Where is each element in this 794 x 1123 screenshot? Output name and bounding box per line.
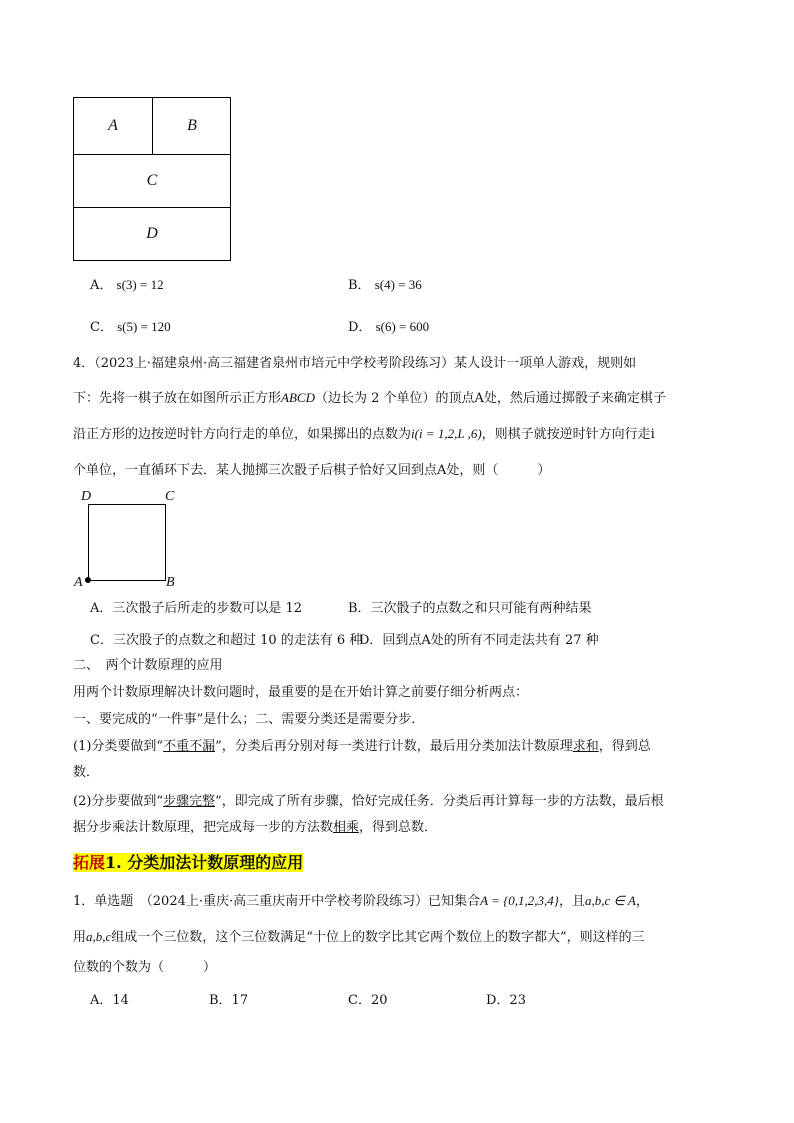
- region-d-label: D: [146, 225, 158, 242]
- q3-option-a-label: A．: [90, 278, 113, 293]
- p1-text-a: (1)分类要做到“: [73, 739, 164, 754]
- q3-option-c-label: C．: [90, 320, 113, 335]
- p1-text-e: ，得到总: [598, 739, 651, 754]
- q3-option-b-math: s(4) = 36: [374, 277, 422, 292]
- digits-math: a,b,c: [86, 929, 112, 944]
- p2-text-a: (2)分步要做到“: [73, 794, 164, 809]
- q4-line-4: 个单位，一直循环下去．某人抛掷三次骰子后棋子恰好又回到点A处，则（ ）: [73, 463, 551, 478]
- p1-underlined-sum: 求和: [572, 739, 599, 754]
- q3-option-b: [348, 275, 422, 296]
- point-a-dot: [85, 577, 91, 583]
- principle-1-line-2: 数．: [73, 765, 100, 780]
- ex1-line-3: 位数的个数为（ ）: [73, 960, 217, 975]
- ex1-line-2-use: 用: [73, 930, 87, 945]
- set-a-math: A = {0,1,2,3,4}: [480, 893, 560, 908]
- principle-2-line-1: [73, 792, 664, 812]
- p2-text-d: 据分步乘法计数原理，把完成每一步的方法数: [73, 820, 334, 835]
- q4-option-c: C．三次股子的点数之和超过 10 的走法有 6 种: [90, 633, 363, 648]
- vertex-b-label: B: [166, 575, 175, 590]
- q3-option-b-label: B．: [348, 278, 371, 293]
- ex1-option-c: C．20: [348, 993, 388, 1008]
- square-abcd-math: ABCD: [281, 390, 315, 405]
- ex1-line-1-comma: ，: [635, 894, 649, 909]
- expand-heading: [73, 851, 303, 875]
- ex1-option-d: D．23: [486, 993, 526, 1008]
- p1-text-c: ”，分类后再分别对每一类进行计数，最后用分类加法计数原理: [215, 739, 573, 754]
- ex1-line-2: [73, 927, 645, 948]
- q4-line-2-rest: （边长为 2 个单位）的顶点A处，然后通过掷骰子来确定棋子: [314, 391, 666, 406]
- q4-line-3: [73, 424, 655, 445]
- q4-option-a: A．三次骰子后所走的步数可以是 12: [90, 601, 303, 616]
- vertex-d-label: D: [81, 489, 92, 504]
- ex1-line-1: [73, 891, 649, 912]
- q4-line-2: [73, 388, 666, 409]
- vertex-c-label: C: [165, 489, 175, 504]
- q4-option-d: D．回到点A处的所有不同走法共有 27 种: [359, 633, 599, 648]
- ex1-option-a: A．14: [90, 993, 129, 1008]
- p2-underlined-multiply: 相乘: [333, 820, 360, 835]
- region-a-label: A: [108, 117, 118, 134]
- q3-option-d: [348, 317, 429, 338]
- q3-option-c-math: s(5) = 120: [117, 319, 171, 334]
- expand-label: 拓展: [73, 853, 106, 872]
- ex1-option-b: B．17: [209, 993, 249, 1008]
- principle-2-line-2: [73, 818, 437, 838]
- q3-option-c: [90, 317, 171, 338]
- vertex-a-label: A: [74, 575, 83, 590]
- ex1-line-1-text: 1．单选题 （2024上·重庆·高三重庆南开中学校考阶段练习）已知集合: [73, 894, 481, 909]
- q4-line-1: 4．（2023上·福建泉州·高三福建省泉州市培元中学校考阶段练习）某人设计一项单人游戏，规则如: [73, 356, 637, 371]
- q4-line-3-rest: ，则棋子就按逆时针方向行走i: [481, 427, 655, 442]
- q4-line-3-text: 沿正方形的边按逆时针方向行走的单位，如果掷出的点数为: [73, 427, 412, 442]
- section-points: 一、要完成的“一件事”是什么；二、需要分类还是需要分步．: [73, 712, 425, 727]
- dice-value-math: i(i = 1,2,L ,6): [411, 426, 482, 441]
- ex1-line-1-and: ，且: [559, 894, 586, 909]
- q3-option-d-label: D．: [348, 320, 372, 335]
- section-heading: 二、 两个计数原理的应用: [73, 658, 223, 673]
- section-intro: 用两个计数原理解决计数问题时，最重要的是在开始计算之前要仔细分析两点：: [73, 685, 529, 700]
- p2-underlined-term: 步骤完整: [163, 794, 216, 809]
- principle-1-line-1: [73, 737, 651, 757]
- square-figure: [88, 504, 166, 581]
- q3-option-a: [90, 275, 164, 296]
- ex1-line-2-text: 组成一个三位数，这个三位数满足“十位上的数字比其它两个数位上的数字都大”，则这样的三: [111, 930, 645, 945]
- q4-option-b: B．三次骰子的点数之和只可能有两种结果: [348, 601, 592, 616]
- q4-line-2-text: 下：先将一棋子放在如图所示正方形: [73, 391, 282, 406]
- p2-text-c: ”，即完成了所有步骤，恰好完成任务．分类后再计算每一步的方法数，最后根: [215, 794, 664, 809]
- region-figure: [73, 97, 231, 261]
- q3-option-d-math: s(6) = 600: [375, 319, 430, 334]
- region-b-label: B: [187, 117, 197, 134]
- p2-text-f: ，得到总数．: [359, 820, 438, 835]
- region-c-label: C: [146, 172, 158, 189]
- q3-option-a-math: s(3) = 12: [116, 277, 164, 292]
- p1-underlined-term: 不重不漏: [163, 739, 216, 754]
- expand-title: 1. 分类加法计数原理的应用: [105, 853, 304, 872]
- membership-math: a,b,c ∈ A: [585, 893, 636, 908]
